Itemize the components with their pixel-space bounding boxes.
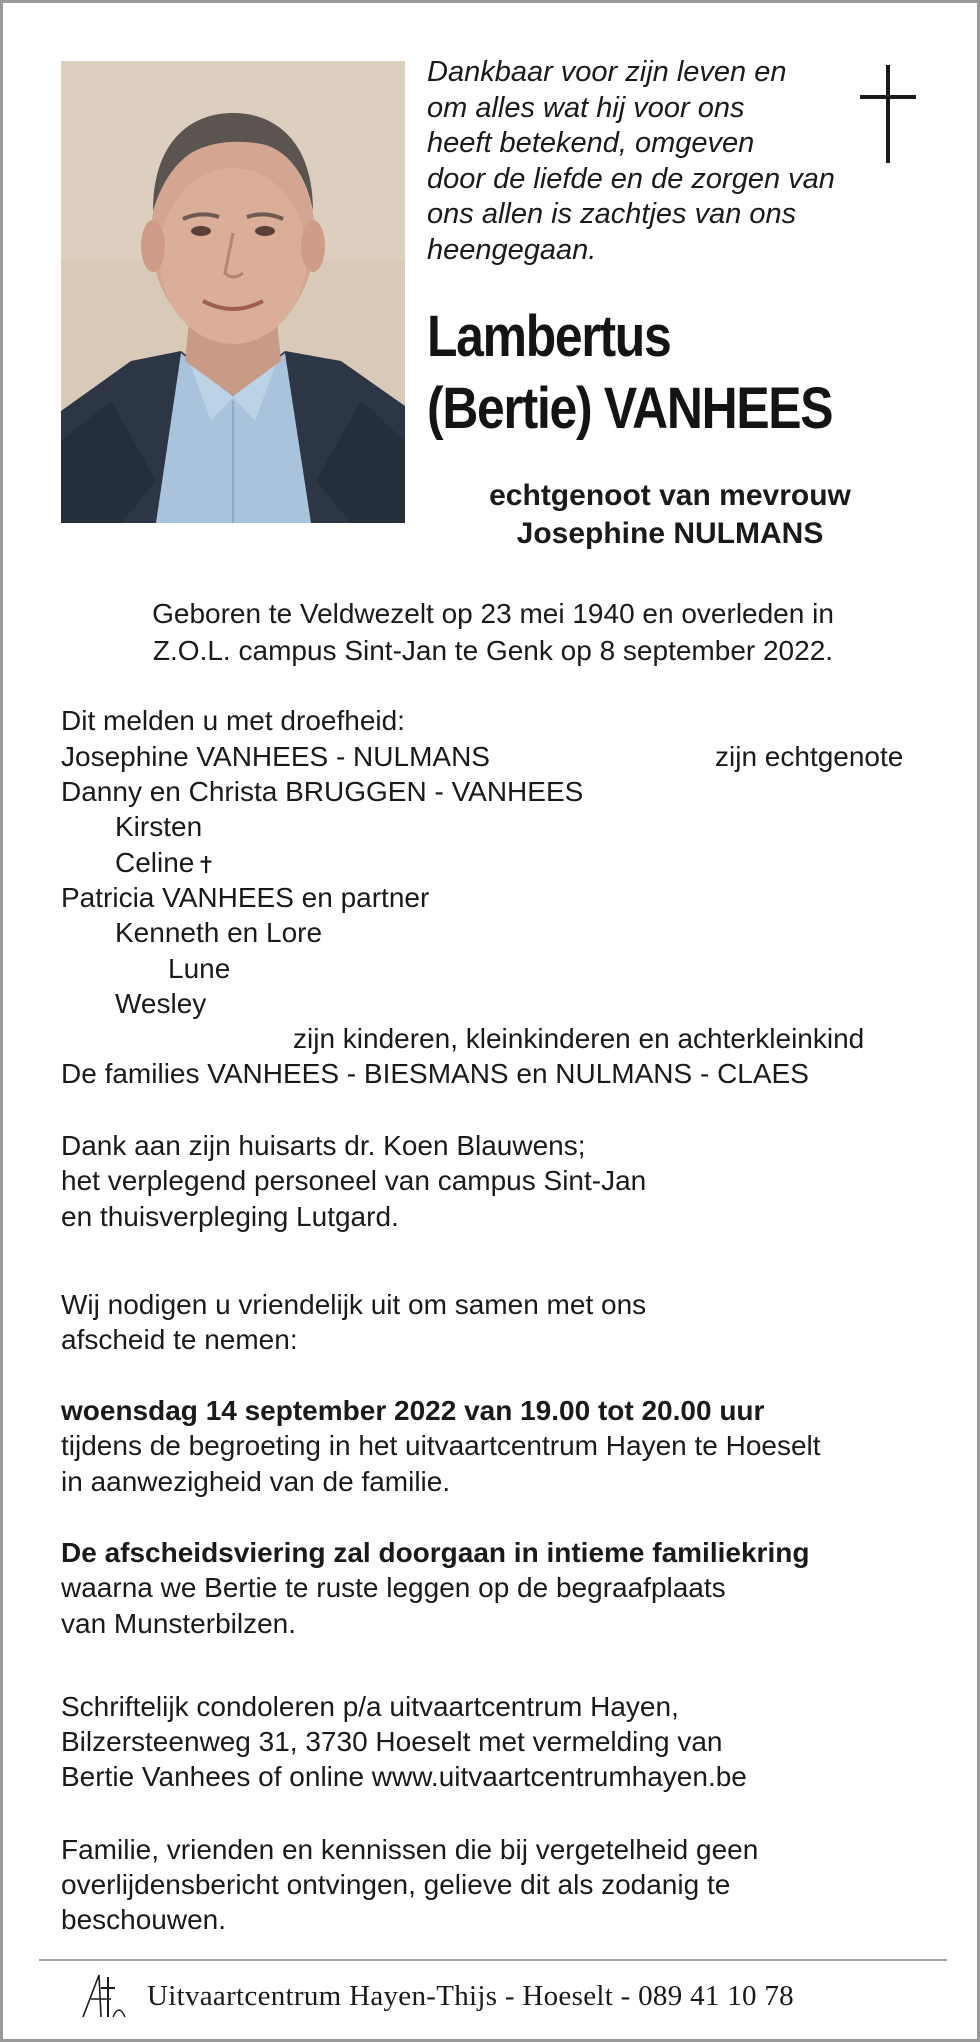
footer-divider	[39, 1959, 947, 1961]
family-grandchild-name: Celine	[115, 847, 195, 878]
thanks-line: Dank aan zijn huisarts dr. Koen Blauwens;	[61, 1130, 586, 1161]
thanks-line: het verplegend personeel van campus Sint-Jan	[61, 1165, 647, 1196]
family-children-role: zijn kinderen, kleinkinderen en achterkleinkind	[293, 1023, 865, 1054]
family-great-grandchild: Lune	[168, 953, 231, 984]
name-last: (Bertie) VANHEES	[427, 376, 833, 441]
family-child: Danny en Christa BRUGGEN - VANHEES	[61, 776, 584, 807]
invite-line: afscheid te nemen:	[61, 1324, 298, 1355]
portrait-photo	[61, 61, 405, 523]
portrait-illustration	[61, 61, 405, 523]
spouse-name: Josephine NULMANS	[516, 517, 824, 550]
footer-contact: Uitvaartcentrum Hayen-Thijs - Hoeselt - 089 41 10 78	[147, 1980, 794, 2012]
condolence-line: Bertie Vanhees of online www.uitvaartcentrumhayen.be	[61, 1761, 747, 1792]
family-spouse: Josephine VANHEES - NULMANS	[61, 741, 490, 772]
condolence-line: Schriftelijk condoleren p/a uitvaartcentrum Hayen,	[61, 1691, 679, 1722]
deceased-name	[427, 301, 874, 445]
invite-line: Wij nodigen u vriendelijk uit om samen met ons	[61, 1289, 647, 1320]
intro-line: om alles wat hij voor ons	[427, 91, 745, 124]
name-first: Lambertus	[427, 304, 671, 369]
death-line: Z.O.L. campus Sint-Jan te Genk op 8 september 2022.	[152, 635, 834, 666]
intro-line: heengegaan.	[427, 233, 597, 266]
ceremony-heading: De afscheidsviering zal doorgaan in intieme familiekring	[61, 1537, 810, 1568]
hayen-logo-icon	[77, 1969, 129, 2021]
visitation-line: in aanwezigheid van de familie.	[61, 1466, 451, 1497]
ceremony-line: waarna we Bertie te ruste leggen op de begraafplaats	[61, 1572, 726, 1603]
birth-death-info	[61, 595, 925, 669]
thanks-line: en thuisverpleging Lutgard.	[61, 1201, 399, 1232]
family-intro: Dit melden u met droefheid:	[61, 705, 405, 736]
condolence-line: Bilzersteenweg 31, 3730 Hoeselt met vermelding van	[61, 1726, 723, 1757]
spouse-relation: echtgenoot van mevrouw	[489, 479, 851, 512]
family-grandchild: Kenneth en Lore	[115, 917, 323, 948]
family-grandchild: Kirsten	[115, 811, 203, 842]
visitation-heading: woensdag 14 september 2022 van 19.00 tot 20.00 uur	[61, 1395, 765, 1426]
notice-line: Familie, vrienden en kennissen die bij vergetelheid geen	[61, 1834, 759, 1865]
visitation-line: tijdens de begroeting in het uitvaartcentrum Hayen te Hoeselt	[61, 1430, 821, 1461]
intro-line: heeft betekend, omgeven	[427, 127, 755, 159]
intro-line: door de liefde en de zorgen van	[427, 162, 835, 195]
family-spouse-role: zijn echtgenote	[715, 741, 904, 772]
intro-verse	[427, 55, 857, 268]
family-grandchild-deceased	[115, 845, 212, 881]
family-grandchild: Wesley	[115, 988, 207, 1019]
family-extended: De families VANHEES - BIESMANS en NULMANS - CLAES	[61, 1058, 809, 1089]
notice-line: overlijdensbericht ontvingen, gelieve dit als zodanig te	[61, 1869, 731, 1900]
birth-line: Geboren te Veldwezelt op 23 mei 1940 en overleden in	[152, 598, 834, 629]
intro-line: ons allen is zachtjes van ons	[427, 198, 797, 230]
spouse-info	[427, 477, 913, 553]
family-child: Patricia VANHEES en partner	[61, 882, 430, 913]
latin-cross-icon	[860, 65, 916, 163]
ceremony-line: van Munsterbilzen.	[61, 1608, 297, 1639]
dagger-cross-icon	[200, 856, 212, 873]
notice-line: beschouwen.	[61, 1904, 227, 1935]
intro-line: Dankbaar voor zijn leven en	[427, 56, 787, 88]
